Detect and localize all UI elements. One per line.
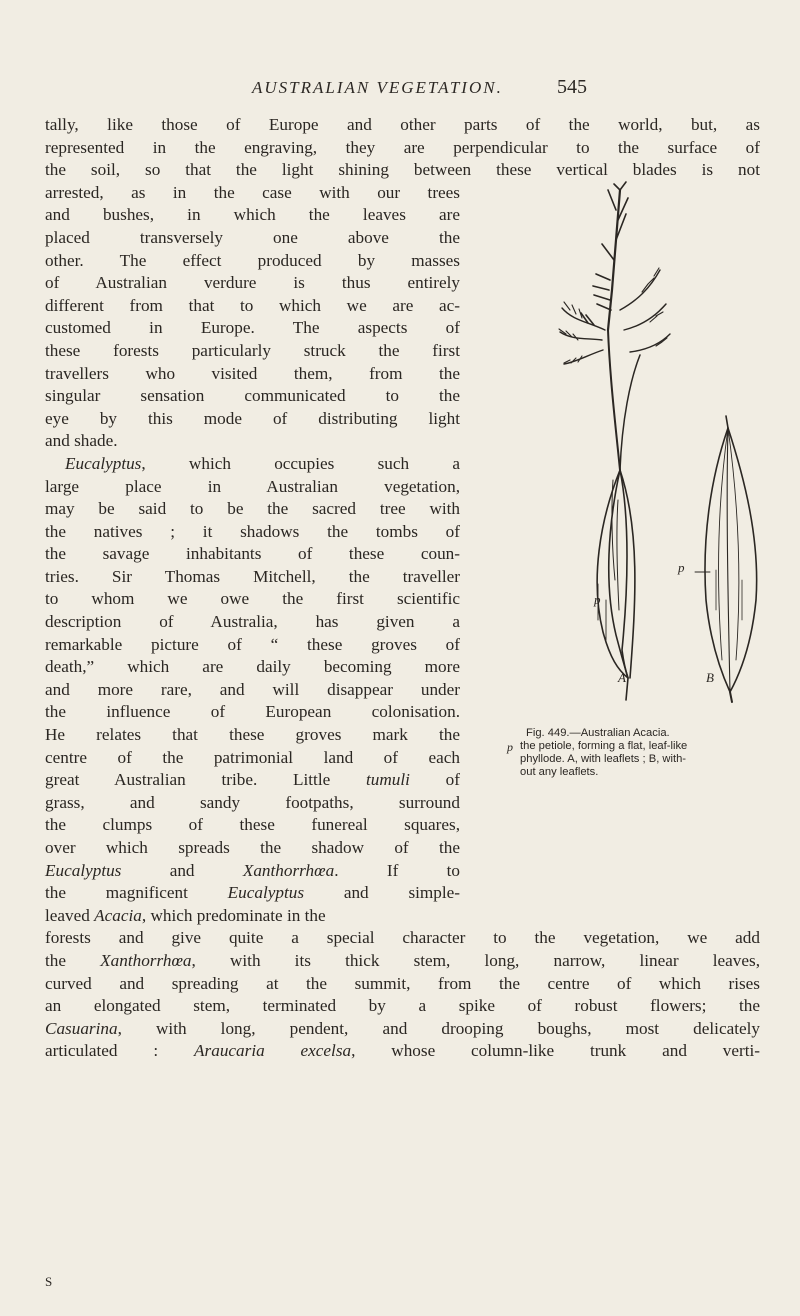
caption-line: the petiole, forming a flat, leaf-like [520, 740, 688, 752]
body-line: and more rare, and will disappear under [45, 679, 460, 699]
caption-line: phyllode. A, with leaflets ; B, with- [520, 753, 687, 765]
body-line: remarkable picture of “ these groves of [45, 634, 460, 654]
body-line: other. The effect produced by masses [45, 250, 460, 270]
body-line: placed transversely one above the [45, 227, 460, 247]
body-line: and shade. [45, 431, 118, 451]
body-line: articulated : Araucaria excelsa, whose column-like trunk and verti- [45, 1041, 760, 1061]
figure-label-p-right: p [678, 560, 685, 575]
italic-term: Acacia [94, 905, 142, 925]
italic-term: Eucalyptus [65, 453, 142, 473]
body-line: different from that to which we are ac- [45, 295, 460, 315]
body-line: forests and give quite a special character to the vegetation, we add [45, 928, 760, 948]
body-line: great Australian tribe. Little tumuli of [45, 770, 460, 790]
body-line: Casuarina, with long, pendent, and drooping boughs, most delicately [45, 1018, 760, 1038]
italic-term: Araucaria excelsa [194, 1041, 352, 1061]
italic-term: Xanthorrhœa [242, 860, 335, 880]
figure-label-a: A [618, 670, 626, 685]
body-line: arrested, as in the case with our trees [45, 182, 460, 202]
signature-mark: S [45, 1274, 53, 1289]
body-line: the savage inhabitants of these coun- [45, 544, 460, 564]
body-line: the influence of European colonisation. [45, 702, 460, 722]
figure-caption [520, 727, 775, 779]
body-line: the soil, so that the light shining between these vertical blades is not [45, 160, 760, 180]
body-line: these forests particularly struck the first [45, 340, 460, 360]
body-line: customed in Europe. The aspects of [45, 318, 460, 338]
body-line: to whom we owe the first scientific [45, 589, 460, 609]
body-line: of Australian verdure is thus entirely [45, 273, 460, 293]
body-line: the natives ; it shadows the tombs of [45, 521, 460, 541]
body-line: over which spreads the shadow of the [45, 838, 460, 857]
body-line: centre of the patrimonial land of each [45, 747, 460, 767]
page-number: 545 [557, 76, 587, 98]
body-line: eye by this mode of distributing light [45, 408, 460, 428]
figure-label-b: B [706, 670, 714, 685]
body-line: Eucalyptus, which occupies such a [65, 453, 460, 473]
body-line: death,” which are daily becoming more [45, 657, 460, 677]
italic-term: Eucalyptus [45, 860, 122, 880]
body-line: the magnificent Eucalyptus and simple- [45, 883, 460, 903]
body-line: grass, and sandy footpaths, surround [45, 792, 460, 812]
caption-line: out any leaflets. [520, 766, 599, 778]
body-line: represented in the engraving, they are perpendicular to the surface of [45, 137, 760, 157]
italic-term: Xanthorrhœa [100, 950, 192, 970]
caption-line: Fig. 449.—Australian Acacia. [526, 727, 670, 739]
body-line: the clumps of these funereal squares, [45, 815, 460, 835]
body-line: description of Australia, has given a [45, 612, 460, 632]
running-head [0, 74, 800, 104]
body-line: may be said to be the sacred tree with [45, 499, 460, 519]
body-line: an elongated stem, terminated by a spike of robust flowers; the [45, 996, 760, 1016]
italic-term: Casuarina [45, 1018, 118, 1038]
body-line: Eucalyptus and Xanthorrhœa. If to [45, 860, 460, 880]
figure-label-p-left: p [594, 592, 601, 607]
italic-term: Eucalyptus [227, 883, 305, 903]
caption-label-p: p [507, 740, 513, 754]
body-line: and bushes, in which the leaves are [45, 205, 460, 225]
body-line: leaved Acacia, which predominate in the [45, 905, 326, 925]
body-line: He relates that these groves mark the [45, 725, 460, 745]
body-line: large place in Australian vegetation, [45, 476, 460, 496]
acacia-figure [470, 180, 770, 720]
body-line: the Xanthorrhœa, with its thick stem, long, narrow, linear leaves, [45, 950, 761, 970]
body-line: tally, like those of Europe and other parts of the world, but, as [45, 115, 760, 134]
body-line: tries. Sir Thomas Mitchell, the traveller [45, 566, 460, 586]
body-line: travellers who visited them, from the [45, 363, 460, 383]
italic-term: tumuli [365, 770, 410, 790]
running-title: AUSTRALIAN VEGETATION. [252, 78, 503, 97]
body-line: curved and spreading at the summit, from the centre of which rises [45, 973, 760, 993]
acacia-engraving [470, 180, 770, 720]
body-line: singular sensation communicated to the [45, 386, 460, 406]
